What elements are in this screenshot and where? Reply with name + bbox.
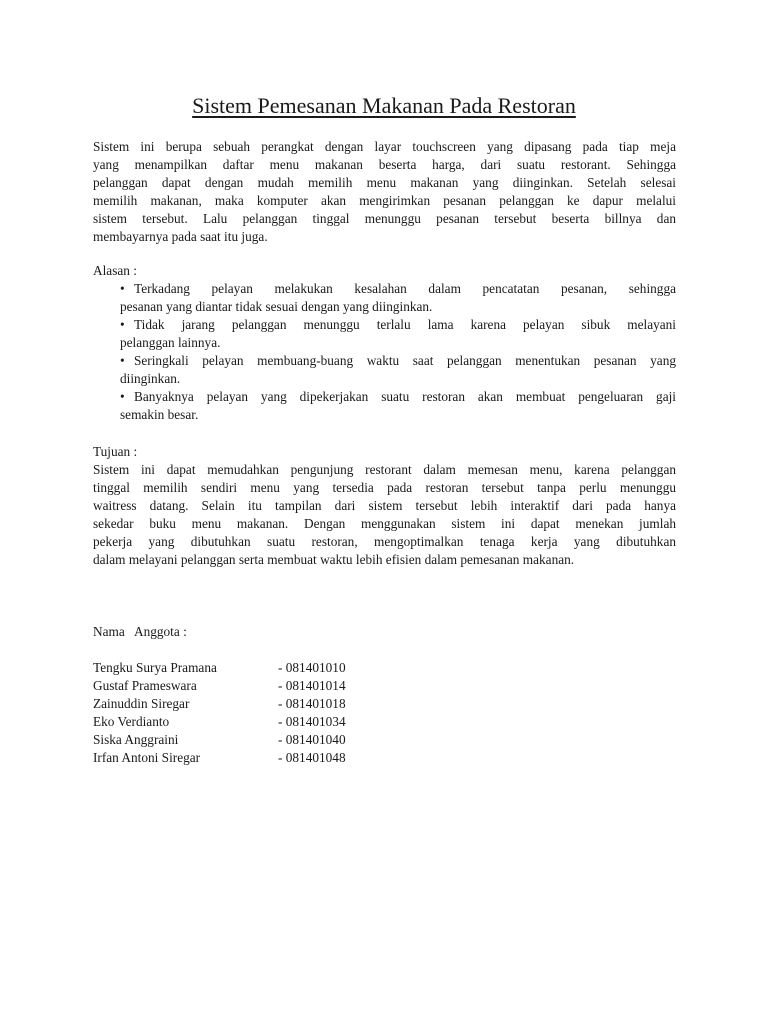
text-line: pelanggan dapat dengan mudah memilih menu makanan yang diinginkan. Setelah selesai xyxy=(93,175,676,190)
text-line: Sistem ini berupa sebuah perangkat dengan layar touchscreen yang dipasang pada tiap meja xyxy=(93,139,676,154)
member-row xyxy=(93,659,346,677)
tujuan-heading: Tujuan : xyxy=(93,444,138,459)
bullet-item: • Terkadang pelayan melakukan kesalahan dalam pencatatan pesanan, sehingga xyxy=(120,281,676,296)
member-row xyxy=(93,695,346,713)
text-line: dalam melayani pelanggan serta membuat waktu lebih efisien dalam pemesanan makanan. xyxy=(93,552,575,567)
member-name: Zainuddin Siregar xyxy=(93,696,190,711)
member-id: - 081401018 xyxy=(278,696,346,711)
bullet-icon: • xyxy=(120,281,125,296)
document-title: Sistem Pemesanan Makanan Pada Restoran xyxy=(192,93,576,118)
text-line: Sistem ini dapat memudahkan pengunjung restorant dalam memesan menu, karena pelanggan xyxy=(93,462,676,477)
bullet-icon: • xyxy=(120,353,125,368)
alasan-section xyxy=(93,262,676,424)
anggota-heading: Nama Anggota : xyxy=(93,624,187,639)
bullet-item: • Banyaknya pelayan yang dipekerjakan suatu restoran akan membuat pengeluaran gaji xyxy=(120,389,676,404)
alasan-heading: Alasan : xyxy=(93,263,137,278)
text-line: pekerja yang dibutuhkan suatu restoran, mengoptimalkan tenaga kerja yang dibutuhkan xyxy=(93,534,676,549)
member-id: - 081401040 xyxy=(278,732,346,747)
bullet-item: • Tidak jarang pelanggan menunggu terlalu lama karena pelayan sibuk melayani xyxy=(120,317,676,332)
member-row xyxy=(93,749,346,767)
member-row xyxy=(93,731,346,749)
bullet-item: • Seringkali pelayan membuang-buang waktu saat pelanggan menentukan pesanan yang xyxy=(120,353,676,368)
text-line: yang menampilkan daftar menu makanan beserta harga, dari suatu restorant. Sehingga xyxy=(93,157,676,172)
bullet-item-cont: pelanggan lainnya. xyxy=(120,335,221,350)
tujuan-section xyxy=(93,443,676,569)
member-name: Eko Verdianto xyxy=(93,714,170,729)
member-name: Irfan Antoni Siregar xyxy=(93,750,201,765)
text-line: sekedar buku menu makanan. Dengan menggunakan sistem ini dapat menekan jumlah xyxy=(93,516,676,531)
member-name: Gustaf Prameswara xyxy=(93,678,197,693)
member-row xyxy=(93,713,346,731)
member-id: - 081401034 xyxy=(278,714,346,729)
member-id: - 081401014 xyxy=(278,678,346,693)
text-line: tinggal memilih sendiri menu yang tersedia pada restoran tersebut tanpa perlu menunggu xyxy=(93,480,676,495)
member-name: Tengku Surya Pramana xyxy=(93,660,217,675)
bullet-icon: • xyxy=(120,317,125,332)
member-id: - 081401048 xyxy=(278,750,346,765)
text-line: waitress datang. Selain itu tampilan dari sistem tersebut lebih interaktif dari pada hanya xyxy=(93,498,676,513)
member-name: Siska Anggraini xyxy=(93,732,179,747)
intro-paragraph xyxy=(93,138,676,246)
bullet-icon: • xyxy=(120,389,125,404)
text-line: memilih makanan, maka komputer akan mengirimkan pesanan pelanggan ke dapur melalui xyxy=(93,193,676,208)
bullet-item-cont: semakin besar. xyxy=(120,407,199,422)
member-id: - 081401010 xyxy=(278,660,346,675)
text-line: membayarnya pada saat itu juga. xyxy=(93,229,268,244)
member-row xyxy=(93,677,346,695)
bullet-item-cont: pesanan yang diantar tidak sesuai dengan yang diinginkan. xyxy=(120,299,433,314)
member-list xyxy=(93,659,346,767)
bullet-item-cont: diinginkan. xyxy=(120,371,181,386)
text-line: sistem tersebut. Lalu pelanggan tinggal menunggu pesanan tersebut beserta billnya dan xyxy=(93,211,676,226)
